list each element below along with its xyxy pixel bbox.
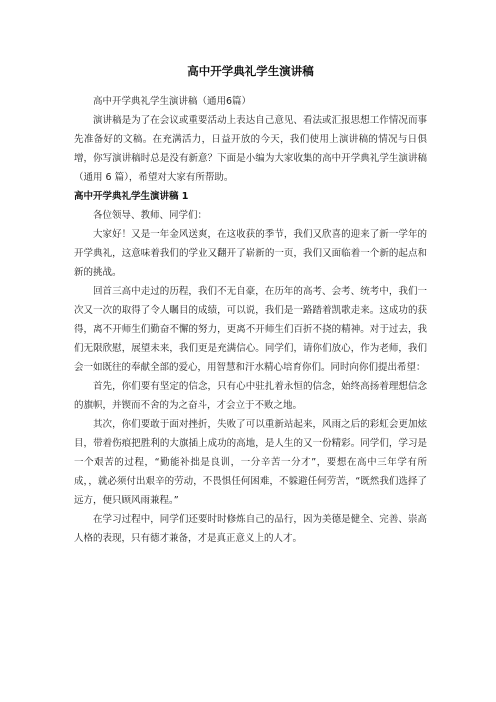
- document-title: 高中开学典礼学生演讲稿: [187, 64, 314, 78]
- body-paragraph: 大家好！又是一年金风送爽，在这收获的季节，我们又欣喜的迎来了新一学年的开学典礼，这意味着我们的学业又翻开了崭新的一页，我们又面临着一个新的起点和新的挑战。: [74, 229, 427, 278]
- section-heading: 高中开学典礼学生演讲稿 1: [74, 191, 189, 202]
- intro-paragraph: 演讲稿是为了在会议或重要活动上表达自己意见、看法或汇报思想工作情况而事先准备好的文稿。在充满活力，日益开放的今天，我们使用上演讲稿的情况与日俱增，你写演讲稿时总是没有新意？下面是小编为大家收集的高中开学典礼学生演讲稿（通用 6 篇），希望对大家有所帮助。: [74, 115, 427, 183]
- body-paragraph: 在学习过程中，同学们还要时时修炼自己的品行，因为美德是健全、完善、崇高人格的表现，只有德才兼备，才是真正意义上的人才。: [74, 514, 427, 544]
- body-paragraph: 其次，你们要敢于面对挫折，失败了可以重新站起来，风雨之后的彩虹会更加炫目，带着伤痕把胜利的大旗插上成功的高地，是人生的又一份精彩。同学们，学习是一个艰苦的过程，“勤能补拙是良训，一分辛苦一分才”，要想在高中三年学有所成，，就必须付出艰辛的劳动，不畏惧任何困难，不躲避任何劳苦，“既然我们选择了远方，便只顾风雨兼程。”: [74, 419, 427, 506]
- subtitle-paragraph: 高中开学典礼学生演讲稿（通用6篇）: [93, 96, 252, 107]
- salutation-paragraph: 各位领导、教师、同学们：: [93, 210, 208, 221]
- body-paragraph: 回首三高中走过的历程，我们不无自豪，在历年的高考、会考、统考中，我们一次又一次的取得了令人瞩目的成绩，可以说，我们是一路踏着凯歌走来。这成功的获得，离不开师生们勤奋不懈的努力，更离不开师生们百折不挠的精神。对于过去，我们无限欣慰，展望未来，我们更是充满信心。同学们，请你们放心，作为老师，我们会一如既往的奉献全部的爱心，用智慧和汗水精心培育你们。同时向你们提出希望：: [74, 286, 427, 373]
- body-paragraph: 首先，你们要有坚定的信念，只有心中驻扎着永恒的信念，始终高扬着理想信念的旗帜，并锲而不舍的为之奋斗，才会立于不败之地。: [74, 381, 427, 411]
